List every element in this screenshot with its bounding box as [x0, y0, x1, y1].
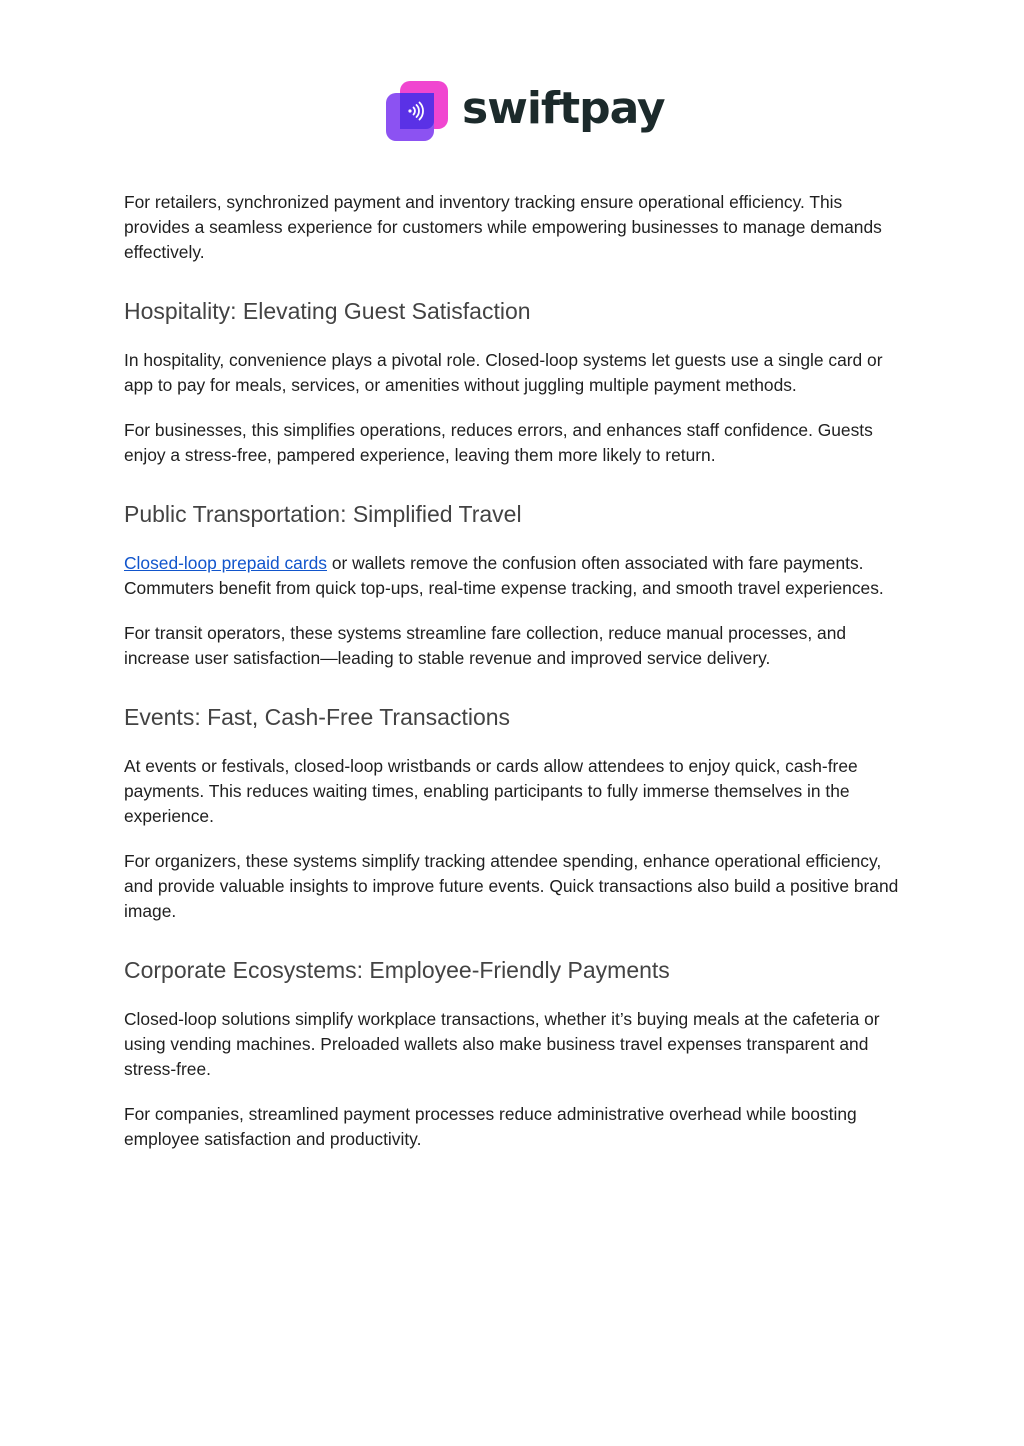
contactless-waves-icon — [405, 99, 429, 123]
hospitality-paragraph-1: In hospitality, convenience plays a pivotal role. Closed-loop systems let guests use a single card or app to pay for meals, services, or amenities without juggling multiple payment methods. — [124, 350, 883, 395]
hospitality-paragraph-2: For businesses, this simplifies operations, reduces errors, and enhances staff confidence. Guests enjoy a stress-free, pampered experience, leaving them more likely to return. — [124, 420, 873, 465]
closed-loop-prepaid-cards-link[interactable]: Closed-loop prepaid cards — [124, 553, 328, 573]
transportation-paragraph-1-text: or wallets remove the confusion often associated with fare payments. Commuters benefit from quick top-ups, real-time expense tracking, and smooth travel experiences. — [124, 553, 884, 598]
transportation-paragraph-1 — [124, 551, 900, 601]
document-body — [124, 190, 900, 1172]
intro-paragraph: For retailers, synchronized payment and inventory tracking ensure operational efficiency. This provides a seamless experience for customers while empowering businesses to manage demands effectively. — [124, 192, 882, 262]
events-paragraph-2: For organizers, these systems simplify tracking attendee spending, enhance operational efficiency, and provide valuable insights to improve future events. Quick transactions also build a positive brand image. — [124, 851, 899, 921]
swiftpay-logo — [386, 80, 665, 144]
corporate-paragraph-2: For companies, streamlined payment processes reduce administrative overhead while boosting employee satisfaction and productivity. — [124, 1104, 857, 1149]
corporate-paragraph-1: Closed-loop solutions simplify workplace transactions, whether it’s buying meals at the cafeteria or using vending machines. Preloaded wallets also make business travel expenses transparent and stress-free. — [124, 1009, 880, 1079]
heading-corporate-ecosystems: Corporate Ecosystems: Employee-Friendly Payments — [124, 957, 670, 983]
transportation-paragraph-2: For transit operators, these systems streamline fare collection, reduce manual processes, and increase user satisfaction—leading to stable revenue and improved service delivery. — [124, 623, 847, 668]
heading-hospitality: Hospitality: Elevating Guest Satisfaction — [124, 298, 531, 324]
heading-public-transportation: Public Transportation: Simplified Travel — [124, 501, 522, 527]
swiftpay-logo-mark — [386, 81, 448, 143]
swiftpay-wordmark: swiftpay — [462, 83, 665, 134]
heading-events: Events: Fast, Cash-Free Transactions — [124, 704, 511, 730]
events-paragraph-1: At events or festivals, closed-loop wristbands or cards allow attendees to enjoy quick, cash-free payments. This reduces waiting times, enabling participants to fully immerse themselves in the experience. — [124, 756, 858, 826]
